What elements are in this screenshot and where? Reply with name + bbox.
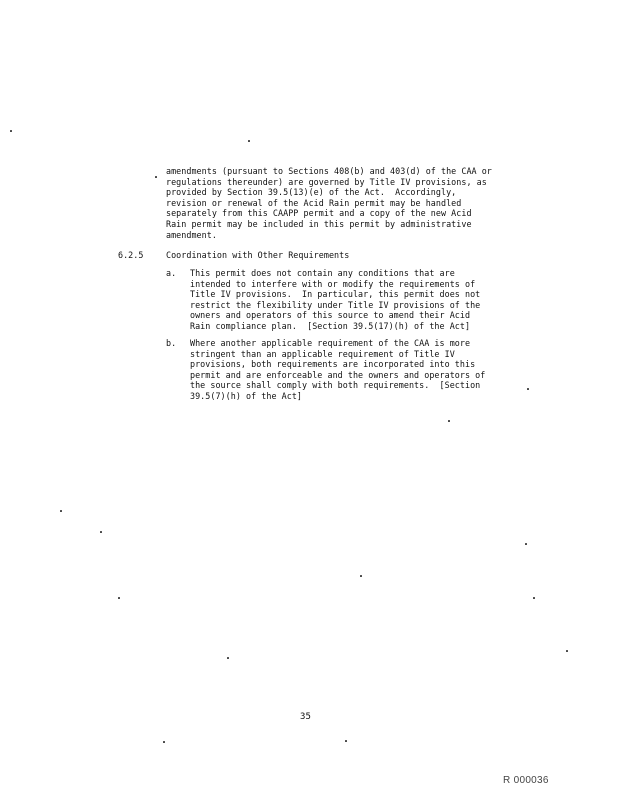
item-a-marker: a.: [166, 268, 177, 278]
text-line: This permit does not contain any conditions that are: [190, 268, 455, 278]
scan-speck: [118, 597, 120, 599]
scan-speck: [360, 575, 362, 577]
text-line: provided by Section 39.5(13)(e) of the Act. Accordingly,: [166, 187, 457, 198]
text-line: revision or renewal of the Acid Rain permit may be handled: [166, 197, 462, 208]
bates-number: R 000036: [503, 775, 549, 786]
text-line: Where another applicable requirement of the CAA is more: [190, 338, 471, 348]
scan-speck: [227, 657, 229, 659]
section-title: Coordination with Other Requirements: [166, 250, 350, 260]
text-line: Rain permit may be included in this permit by administrative: [166, 218, 472, 229]
scan-speck: [60, 510, 62, 512]
item-b-marker: b.: [166, 338, 177, 348]
scan-speck: [525, 543, 527, 545]
scan-speck: [10, 130, 12, 132]
text-line: amendment.: [166, 229, 217, 240]
scan-speck: [448, 420, 450, 422]
page-number: 35: [300, 712, 311, 722]
scan-speck: [345, 740, 347, 742]
text-line: Title IV provisions. In particular, this permit does not: [190, 289, 481, 300]
scan-speck: [533, 597, 535, 599]
scan-speck: [155, 176, 157, 178]
text-line: provisions, both requirements are incorporated into this: [190, 359, 476, 370]
text-line: regulations thereunder) are governed by Title IV provisions, as: [166, 176, 487, 187]
text-line: Rain compliance plan. [Section 39.5(17)(h) of the Act]: [190, 320, 471, 331]
section-number: 6.2.5: [118, 250, 144, 260]
scan-speck: [100, 531, 102, 533]
item-a-text: [190, 268, 480, 332]
text-line: stringent than an applicable requirement of Title IV: [190, 348, 455, 359]
text-line: the source shall comply with both requirements. [Section: [190, 380, 481, 391]
text-line: owners and operators of this source to amend their Acid: [190, 310, 471, 321]
text-line: permit and are enforceable and the owners and operators of: [190, 369, 486, 380]
text-line: intended to interfere with or modify the requirements of: [190, 278, 476, 289]
text-line: separately from this CAAPP permit and a copy of the new Acid: [166, 208, 472, 219]
scan-speck: [163, 741, 165, 743]
item-b-text: [190, 338, 485, 402]
text-line: 39.5(7)(h) of the Act]: [190, 390, 303, 401]
text-line: restrict the flexibility under Title IV provisions of the: [190, 299, 481, 310]
text-line: amendments (pursuant to Sections 408(b) and 403(d) of the CAA or: [166, 166, 492, 176]
scan-speck: [566, 650, 568, 652]
scan-speck: [527, 388, 529, 390]
scan-speck: [248, 140, 250, 142]
continuation-paragraph: [166, 166, 492, 240]
